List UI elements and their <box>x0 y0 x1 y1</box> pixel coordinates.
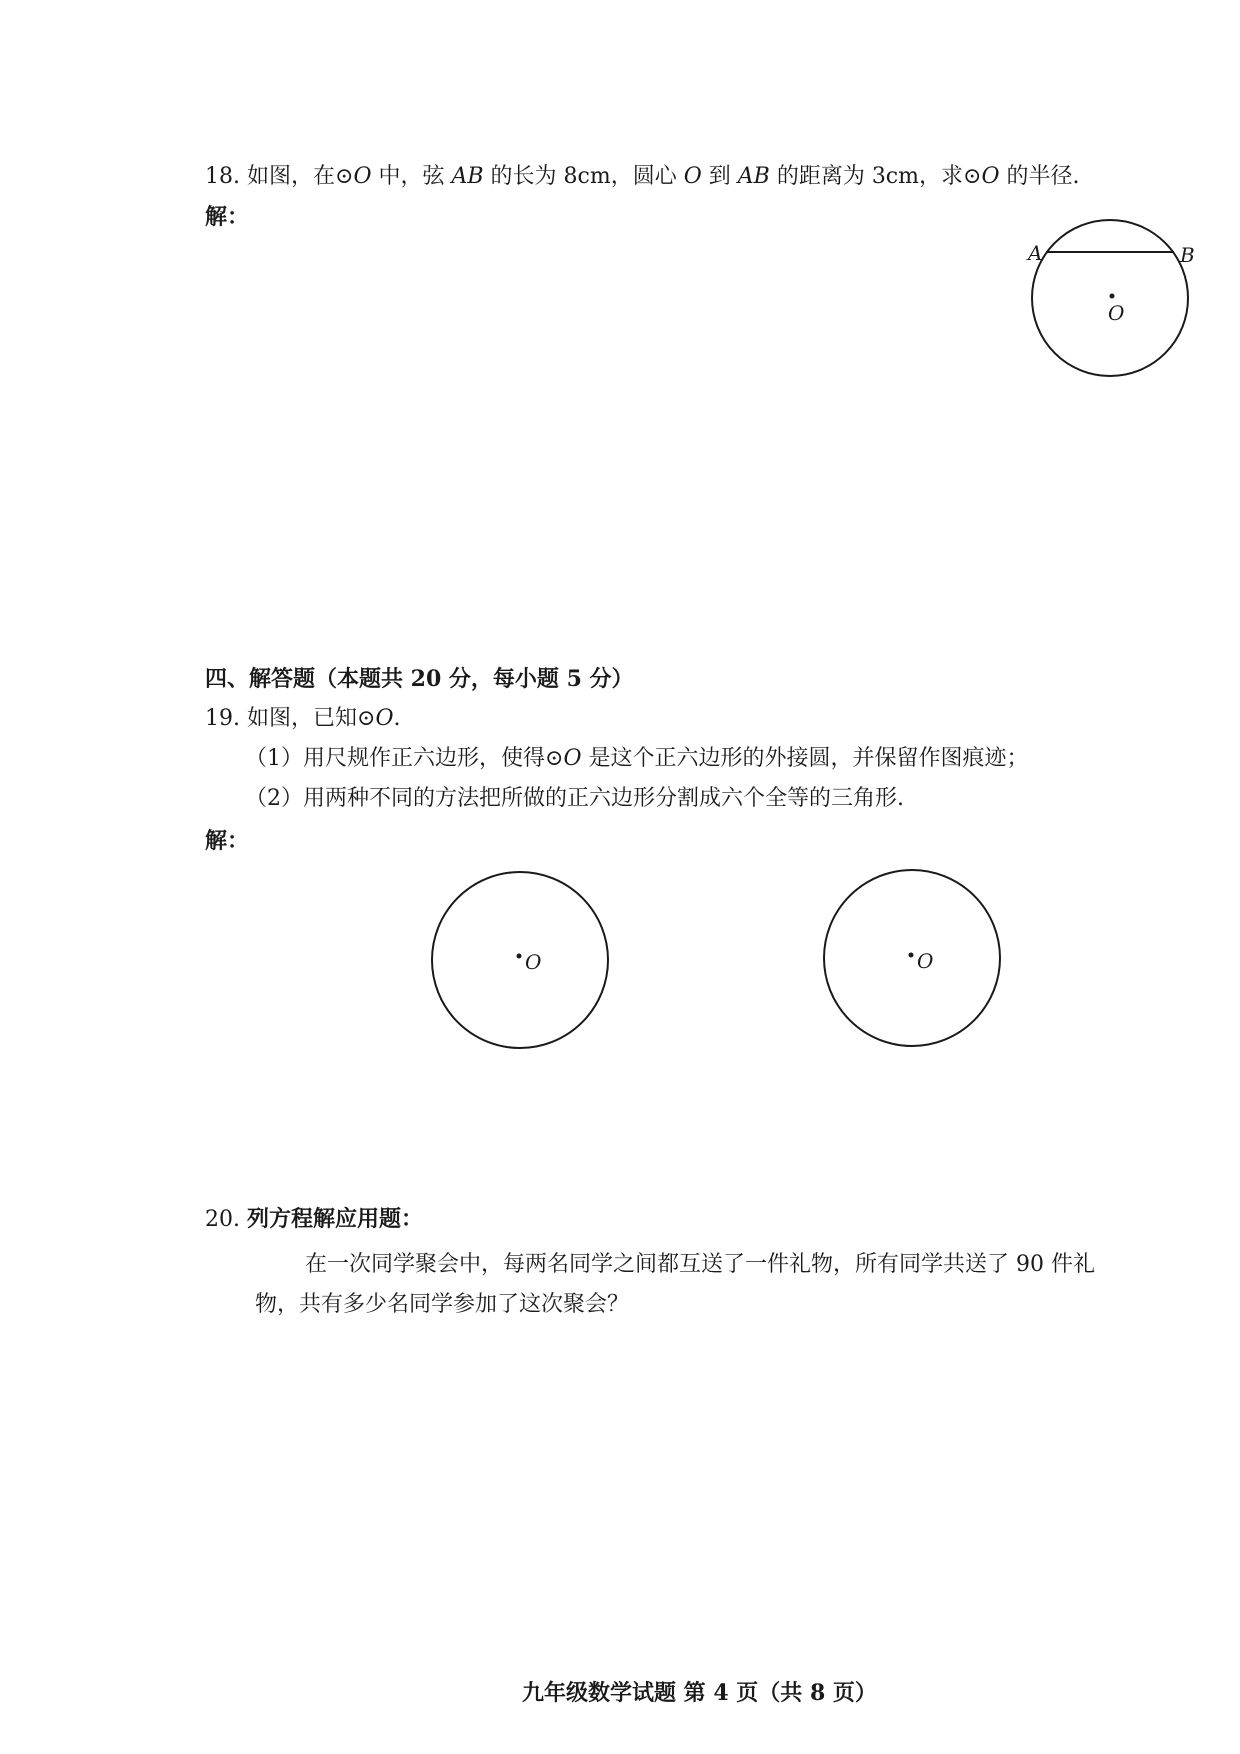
q19-left-circle <box>432 872 608 1048</box>
q19-part1-post: 是这个正六边形的外接圆，并保留作图痕迹； <box>581 746 1029 771</box>
q19-number: 19. <box>205 706 240 731</box>
q18-text-c: 到 <box>701 164 738 189</box>
q19-intro-pre: 如图，已知⊙ <box>247 706 376 731</box>
q19-part1-pre: （1）用尺规作正六边形，使得⊙ <box>245 746 564 771</box>
q20-line1: 在一次同学聚会中，每两名同学之间都互送了一件礼物，所有同学共送了 90 件礼 <box>305 1252 1095 1277</box>
q18-chord-ab-2: AB <box>737 164 770 189</box>
q18-label-a: A <box>1028 241 1043 265</box>
q18-text-b: 的长为 8cm，圆心 <box>483 164 684 189</box>
q20-title: 列方程解应用题： <box>247 1206 424 1232</box>
q19-intro-post: . <box>393 706 401 731</box>
section4-title: 四、解答题（本题共 20 分，每小题 5 分） <box>205 666 634 692</box>
q18-circle <box>1032 220 1188 376</box>
q19-part2: （2）用两种不同的方法把所做的正六边形分割成六个全等的三角形. <box>245 786 904 811</box>
q19-part1 <box>245 744 1028 774</box>
q18-circle-o-1: O <box>353 164 372 189</box>
q18-answer-label: 解： <box>205 204 250 230</box>
q18-chord-ab-1: AB <box>451 164 484 189</box>
q19-right-center-dot <box>909 953 914 958</box>
q18-text-d: 的距离为 3cm，求⊙ <box>769 164 982 189</box>
q18-label-o: O <box>1108 301 1125 325</box>
q19-figure-left <box>420 860 620 1060</box>
q20-heading <box>205 1204 423 1235</box>
q19-left-label-o: O <box>525 950 542 974</box>
q19-part1-o: O <box>563 746 582 771</box>
q19-right-circle <box>824 870 1000 1046</box>
q19-intro <box>205 704 400 734</box>
q18-figure <box>1020 210 1220 380</box>
q18-text-e: 的半径. <box>999 164 1080 189</box>
q19-intro-o: O <box>375 706 394 731</box>
q20-line2: 物，共有多少名同学参加了这次聚会？ <box>255 1292 630 1317</box>
q20-number: 20. <box>205 1207 240 1232</box>
q18-text-a: 中，弦 <box>371 164 452 189</box>
q18-center-dot <box>1110 294 1115 299</box>
q19-left-center-dot <box>517 954 522 959</box>
q19-right-label-o: O <box>917 949 934 973</box>
q19-figure-right <box>812 858 1012 1058</box>
page-footer: 九年级数学试题 第 4 页（共 8 页） <box>522 1680 877 1706</box>
q18-number: 18. <box>205 164 240 189</box>
q18-label-b: B <box>1180 243 1195 267</box>
q18-text-pre: 如图，在⊙ <box>247 164 354 189</box>
q18-center-o-2: O <box>683 164 702 189</box>
q18-circle-o-3: O <box>981 164 1000 189</box>
q18-stem <box>205 162 1079 192</box>
q19-answer-label: 解： <box>205 828 250 854</box>
